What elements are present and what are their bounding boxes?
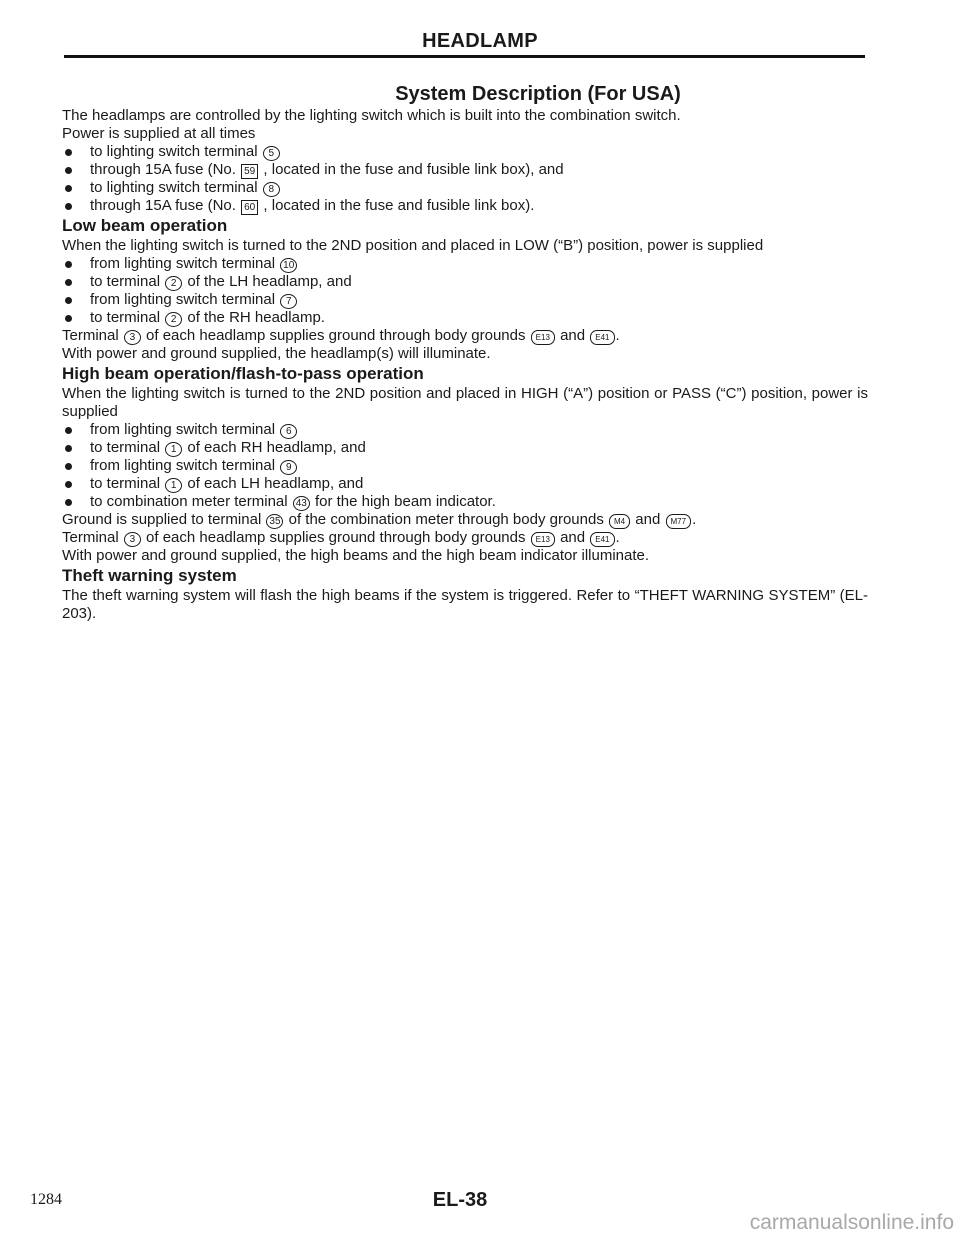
header-rule — [64, 55, 865, 58]
terminal-number: 5 — [263, 146, 280, 161]
bullet-icon — [65, 279, 72, 286]
terminal-number: 8 — [263, 182, 280, 197]
section-title: System Description (For USA) — [395, 83, 681, 105]
terminal-number: 2 — [165, 312, 182, 327]
bullet-item: to terminal 1 of each RH headlamp, and — [62, 439, 868, 457]
bullet-icon — [65, 261, 72, 268]
bullet-item: through 15A fuse (No. 60 , located in the fuse and fusible link box). — [62, 197, 868, 215]
bullet-icon — [65, 445, 72, 452]
ground-line: Terminal 3 of each headlamp supplies ground through body grounds E13 and E41 . — [62, 529, 620, 546]
fuse-number: 60 — [241, 200, 258, 215]
section-page-code: EL-38 — [432, 1189, 488, 1211]
bullet-item: to terminal 2 of the LH headlamp, and — [62, 273, 868, 291]
high-beam-final: With power and ground supplied, the high beams and the high beam indicator illuminate. — [62, 547, 650, 564]
bullet-item: to combination meter terminal 43 for the high beam indicator. — [62, 493, 868, 511]
ground-symbol: E41 — [590, 330, 614, 345]
ground-symbol: M77 — [666, 514, 692, 529]
terminal-number: 1 — [165, 478, 182, 493]
bullet-item: to terminal 2 of the RH headlamp. — [62, 309, 868, 327]
bullet-icon — [65, 315, 72, 322]
ground-symbol: E13 — [531, 330, 555, 345]
ground-line: Ground is supplied to terminal 35 of the combination meter through body grounds M4 and M77 . — [62, 511, 697, 528]
low-beam-final: With power and ground supplied, the headlamp(s) will illuminate. — [62, 345, 491, 362]
document-body — [62, 107, 868, 623]
ground-line: Terminal 3 of each headlamp supplies ground through body grounds E13 and E41 . — [62, 327, 620, 344]
high-beam-intro: When the lighting switch is turned to the 2ND position and placed in HIGH (“A”) position or PASS (“C”) position, power is supplied — [62, 385, 868, 420]
bullet-item: from lighting switch terminal 6 — [62, 421, 868, 439]
bullet-item: to terminal 1 of each LH headlamp, and — [62, 475, 868, 493]
intro-line: Power is supplied at all times — [62, 125, 256, 142]
bullet-item: from lighting switch terminal 10 — [62, 255, 868, 273]
bullet-icon — [65, 463, 72, 470]
ground-symbol: E13 — [531, 532, 555, 547]
terminal-number: 2 — [165, 276, 182, 291]
intro-line: The headlamps are controlled by the lighting switch which is built into the combination switch. — [62, 107, 681, 124]
bullet-icon — [65, 167, 72, 174]
ground-symbol: M4 — [609, 514, 630, 529]
bullet-icon — [65, 499, 72, 506]
terminal-number: 3 — [124, 532, 141, 547]
bullet-item: to lighting switch terminal 8 — [62, 179, 868, 197]
terminal-number: 3 — [124, 330, 141, 345]
terminal-number: 9 — [280, 460, 297, 475]
bullet-icon — [65, 149, 72, 156]
page-number: 1284 — [30, 1191, 62, 1208]
theft-text: The theft warning system will flash the high beams if the system is triggered. Refer to “THEFT WARNING SYSTEM” (EL-203). — [62, 587, 868, 622]
theft-heading: Theft warning system — [62, 566, 237, 585]
bullet-icon — [65, 297, 72, 304]
terminal-number: 35 — [266, 514, 283, 529]
bullet-icon — [65, 203, 72, 210]
fuse-number: 59 — [241, 164, 258, 179]
high-beam-heading: High beam operation/flash-to-pass operation — [62, 364, 424, 383]
terminal-number: 43 — [293, 496, 310, 511]
bullet-icon — [65, 481, 72, 488]
terminal-number: 10 — [280, 258, 297, 273]
bullet-item: from lighting switch terminal 7 — [62, 291, 868, 309]
bullet-item: from lighting switch terminal 9 — [62, 457, 868, 475]
header-title: HEADLAMP — [422, 30, 538, 52]
low-beam-heading: Low beam operation — [62, 216, 228, 235]
terminal-number: 6 — [280, 424, 297, 439]
bullet-item: through 15A fuse (No. 59 , located in the fuse and fusible link box), and — [62, 161, 868, 179]
terminal-number: 7 — [280, 294, 297, 309]
low-beam-intro: When the lighting switch is turned to the 2ND position and placed in LOW (“B”) position, power is supplied — [62, 237, 764, 254]
terminal-number: 1 — [165, 442, 182, 457]
ground-symbol: E41 — [590, 532, 614, 547]
bullet-icon — [65, 427, 72, 434]
bullet-icon — [65, 185, 72, 192]
watermark: carmanualsonline.info — [749, 1211, 954, 1234]
bullet-item: to lighting switch terminal 5 — [62, 143, 868, 161]
